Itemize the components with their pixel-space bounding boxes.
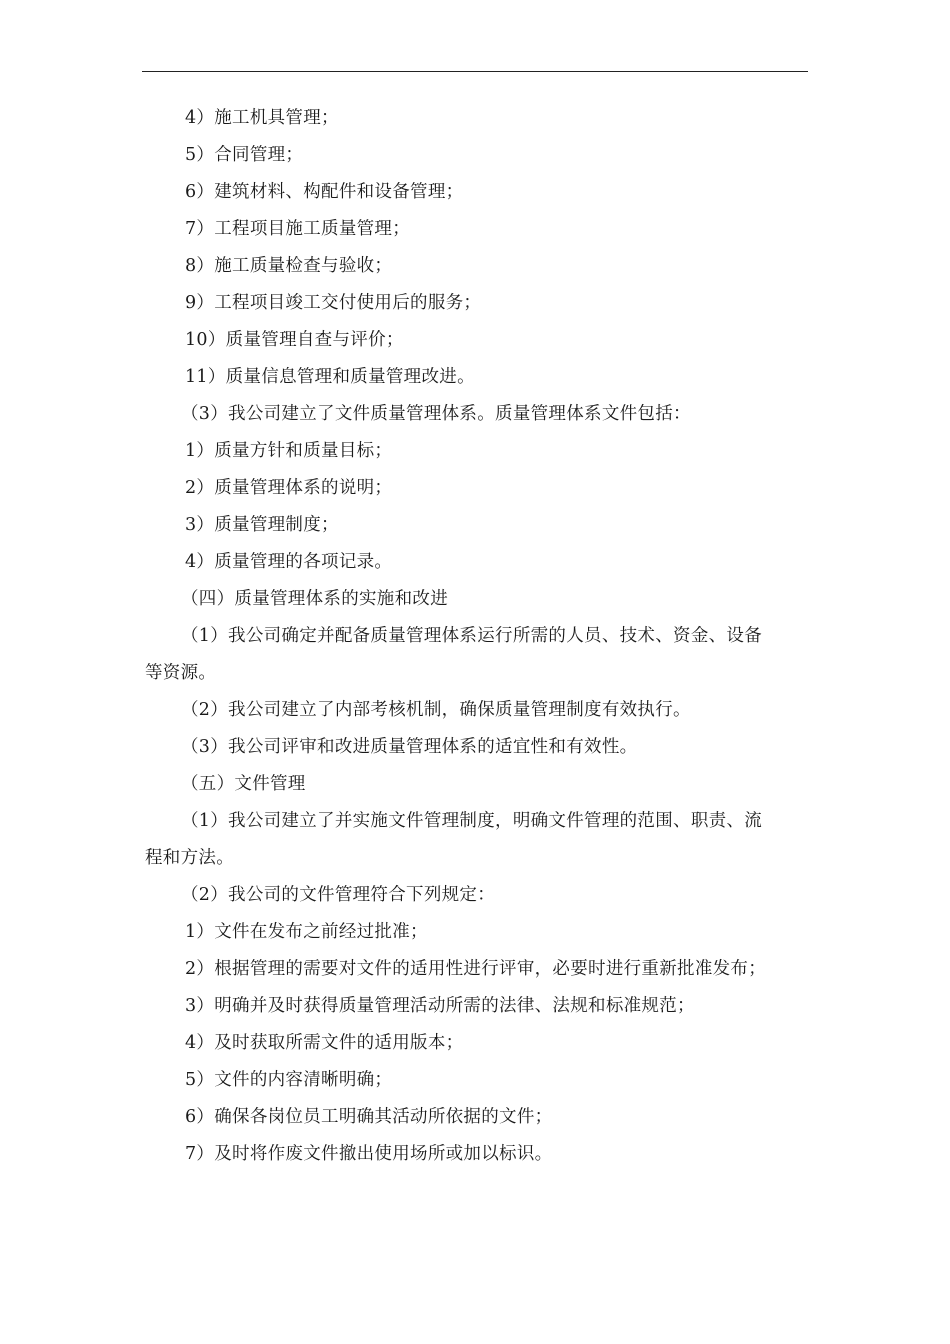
list-item: 5）合同管理； xyxy=(185,145,304,165)
paragraph: （3）我公司建立了文件质量管理体系。质量管理体系文件包括： xyxy=(181,404,691,424)
paragraph-continuation: 等资源。 xyxy=(145,663,217,683)
list-item: 2）根据管理的需要对文件的适用性进行评审，必要时进行重新批准发布； xyxy=(185,959,767,979)
list-item: 3）质量管理制度； xyxy=(185,515,339,535)
list-item: 4）及时获取所需文件的适用版本； xyxy=(185,1033,464,1053)
paragraph: （2）我公司的文件管理符合下列规定： xyxy=(181,885,496,905)
section-heading: （四）质量管理体系的实施和改进 xyxy=(181,589,448,609)
list-item: 7）及时将作废文件撤出使用场所或加以标识。 xyxy=(185,1144,553,1164)
list-item: 6）建筑材料、构配件和设备管理； xyxy=(185,182,464,202)
paragraph: （3）我公司评审和改进质量管理体系的适宜性和有效性。 xyxy=(181,737,638,757)
list-item: 8）施工质量检查与验收； xyxy=(185,256,393,276)
list-item: 2）质量管理体系的说明； xyxy=(185,478,393,498)
list-item: 9）工程项目竣工交付使用后的服务； xyxy=(185,293,482,313)
paragraph: （1）我公司确定并配备质量管理体系运行所需的人员、技术、资金、设备 xyxy=(181,626,763,646)
list-item: 6）确保各岗位员工明确其活动所依据的文件； xyxy=(185,1107,553,1127)
list-item: 5）文件的内容清晰明确； xyxy=(185,1070,393,1090)
list-item: 1）质量方针和质量目标； xyxy=(185,441,393,461)
list-item: 10）质量管理自查与评价； xyxy=(185,330,404,350)
section-heading: （五）文件管理 xyxy=(181,774,306,794)
document-body xyxy=(145,100,807,1173)
paragraph: （1）我公司建立了并实施文件管理制度，明确文件管理的范围、职责、流 xyxy=(181,811,763,831)
list-item: 3）明确并及时获得质量管理活动所需的法律、法规和标准规范； xyxy=(185,996,695,1016)
paragraph: （2）我公司建立了内部考核机制，确保质量管理制度有效执行。 xyxy=(181,700,691,720)
list-item: 1）文件在发布之前经过批准； xyxy=(185,922,428,942)
list-item: 11）质量信息管理和质量管理改进。 xyxy=(185,367,475,387)
list-item: 4）施工机具管理； xyxy=(185,108,339,128)
paragraph-continuation: 程和方法。 xyxy=(145,848,234,868)
list-item: 7）工程项目施工质量管理； xyxy=(185,219,411,239)
header-rule xyxy=(142,71,808,72)
list-item: 4）质量管理的各项记录。 xyxy=(185,552,393,572)
